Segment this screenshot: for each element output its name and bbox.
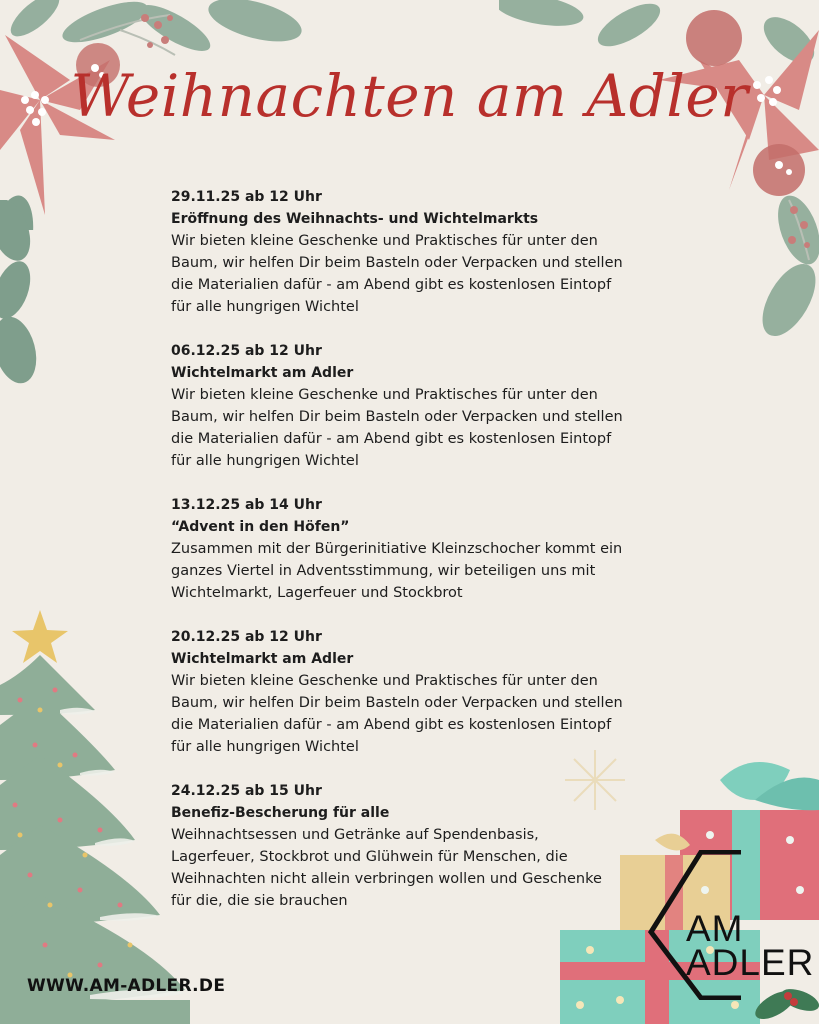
website-url: WWW.AM-ADLER.DE bbox=[27, 976, 226, 996]
event-description-line: die Materialien dafür - am Abend gibt es kostenlosen Eintopf bbox=[171, 717, 612, 733]
event-description-line: Wir bieten kleine Geschenke und Praktisches für unter den bbox=[171, 387, 598, 403]
event-description-line: Wir bieten kleine Geschenke und Praktisches für unter den bbox=[171, 233, 598, 249]
christmas-tree-illustration bbox=[0, 605, 210, 1024]
logo-text-adler: ADLER bbox=[686, 942, 815, 983]
event-title: Benefiz-Bescherung für alle bbox=[171, 805, 390, 821]
event-description-line: Lagerfeuer, Stockbrot und Glühwein für Menschen, die bbox=[171, 849, 568, 865]
event-description-line: Baum, wir helfen Dir beim Basteln oder Verpacken und stellen bbox=[171, 255, 623, 271]
event-description-line: ganzes Viertel in Adventsstimmung, wir beteiligen uns mit bbox=[171, 563, 596, 579]
event-date: 20.12.25 ab 12 Uhr bbox=[171, 629, 322, 645]
event-description bbox=[171, 384, 661, 472]
event-description-line: Wichtelmarkt, Lagerfeuer und Stockbrot bbox=[171, 585, 463, 601]
event-description-line: die Materialien dafür - am Abend gibt es kostenlosen Eintopf bbox=[171, 431, 612, 447]
event-description-line: Baum, wir helfen Dir beim Basteln oder Verpacken und stellen bbox=[171, 695, 623, 711]
event-description bbox=[171, 230, 661, 318]
leaves-left bbox=[0, 200, 60, 400]
event-date: 29.11.25 ab 12 Uhr bbox=[171, 189, 322, 205]
event-item bbox=[171, 494, 661, 604]
event-title: Wichtelmarkt am Adler bbox=[171, 651, 354, 667]
event-description-line: Weihnachtsessen und Getränke auf Spendenbasis, bbox=[171, 827, 539, 843]
event-description-line: für alle hungrigen Wichtel bbox=[171, 299, 359, 315]
event-title: “Advent in den Höfen” bbox=[171, 519, 350, 535]
event-item bbox=[171, 340, 661, 472]
logo-text-am: AM bbox=[686, 908, 744, 949]
event-title: Wichtelmarkt am Adler bbox=[171, 365, 354, 381]
event-description-line: Baum, wir helfen Dir beim Basteln oder Verpacken und stellen bbox=[171, 409, 623, 425]
event-date: 13.12.25 ab 14 Uhr bbox=[171, 497, 322, 513]
event-description-line: Weihnachten nicht allein verbringen wollen und Geschenke bbox=[171, 871, 602, 887]
event-description-line: für die, die sie brauchen bbox=[171, 893, 348, 909]
event-description-line: Wir bieten kleine Geschenke und Praktisches für unter den bbox=[171, 673, 598, 689]
event-title: Eröffnung des Weihnachts- und Wichtelmarkts bbox=[171, 211, 539, 227]
page-title: Weihnachten am Adler bbox=[70, 62, 749, 130]
event-description-line: für alle hungrigen Wichtel bbox=[171, 739, 359, 755]
event-description bbox=[171, 538, 661, 604]
snowflake-icon bbox=[565, 750, 625, 810]
event-item bbox=[171, 626, 661, 758]
event-date: 24.12.25 ab 15 Uhr bbox=[171, 783, 322, 799]
event-date: 06.12.25 ab 12 Uhr bbox=[171, 343, 322, 359]
event-item bbox=[171, 186, 661, 318]
event-description-line: Zusammen mit der Bürgerinitiative Kleinzschocher kommt ein bbox=[171, 541, 623, 557]
event-description-line: für alle hungrigen Wichtel bbox=[171, 453, 359, 469]
am-adler-logo bbox=[646, 850, 815, 1000]
event-description-line: die Materialien dafür - am Abend gibt es kostenlosen Eintopf bbox=[171, 277, 612, 293]
